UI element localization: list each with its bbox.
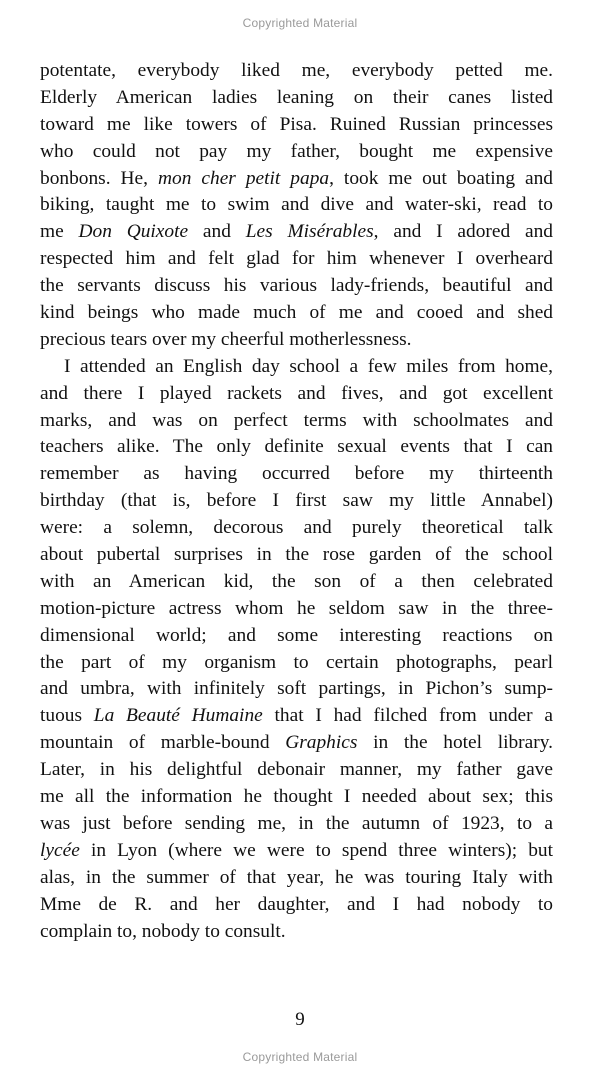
italic-text: mon cher petit papa (158, 167, 330, 189)
text-line (40, 650, 553, 677)
text-segment: teachers alike. The only definite sexual events that I can (40, 436, 553, 458)
text-segment: remember as having occurred before my thirteenth (40, 463, 553, 485)
text-segment: I attended an English day school a few miles from home, (64, 355, 553, 377)
italic-text: lycée (40, 839, 80, 861)
text-line (40, 381, 553, 408)
text-line (40, 703, 553, 730)
text-segment: marks, and was on perfect terms with schoolmates and (40, 409, 553, 431)
text-segment: complain to, nobody to consult. (40, 920, 286, 942)
text-segment: potentate, everybody liked me, everybody petted me. (40, 60, 553, 81)
text-segment: was just before sending me, in the autumn of 1923, to a (40, 812, 553, 834)
text-segment: were: a solemn, decorous and purely theoretical talk (40, 517, 553, 539)
text-segment: motion-picture actress whom he seldom saw in the three- (40, 597, 553, 619)
text-line (40, 327, 553, 354)
text-segment: the part of my organism to certain photographs, pearl (40, 651, 553, 673)
text-line (40, 892, 553, 919)
text-line (40, 515, 553, 542)
text-line (40, 757, 553, 784)
text-segment: and (188, 221, 246, 243)
text-line (40, 461, 553, 488)
text-line (40, 488, 553, 515)
text-segment: and umbra, with infinitely soft partings, in Pichon’s sump- (40, 678, 553, 700)
text-segment: precious tears over my cheerful motherlessness. (40, 328, 412, 350)
text-line (40, 865, 553, 892)
text-line (40, 569, 553, 596)
text-line (40, 730, 553, 757)
text-line (40, 139, 553, 166)
text-segment: bonbons. He, (40, 167, 159, 189)
text-segment: Later, in his delightful debonair manner, my father gave (40, 759, 553, 781)
text-line (40, 596, 553, 623)
italic-text: Graphics (285, 732, 358, 754)
text-segment: tuous (40, 705, 94, 727)
text-line (40, 192, 553, 219)
text-line (40, 919, 553, 946)
text-segment: toward me like towers of Pisa. Ruined Russian princesses (40, 113, 553, 135)
text-segment: and there I played rackets and fives, and got excellent (40, 382, 553, 404)
text-segment: Elderly American ladies leaning on their canes listed (40, 86, 553, 108)
text-segment: in the hotel library. (357, 732, 553, 754)
text-line (40, 784, 553, 811)
text-line (40, 408, 553, 435)
page-number: 9 (295, 1009, 305, 1030)
text-line (40, 85, 553, 112)
text-segment: that I had filched from under a (262, 705, 553, 727)
text-line (40, 219, 553, 246)
text-segment: who could not pay my father, bought me expensive (40, 140, 553, 162)
text-segment: in Lyon (where we were to spend three winters); but (79, 839, 553, 861)
text-line (40, 273, 553, 300)
text-segment: me (40, 221, 79, 243)
copyright-watermark-bottom: Copyrighted Material (242, 1050, 358, 1064)
text-segment: dimensional world; and some interesting reactions on (40, 624, 553, 646)
text-line (40, 676, 553, 703)
text-line (40, 623, 553, 650)
text-segment: respected him and felt glad for him whenever I overheard (40, 248, 553, 270)
italic-text: La Beauté Humaine (93, 705, 263, 727)
text-line (40, 58, 553, 85)
italic-text: Don Quixote (78, 221, 189, 243)
text-segment: with an American kid, the son of a then celebrated (40, 570, 553, 592)
page-body-text (40, 58, 553, 945)
text-segment: about pubertal surprises in the rose garden of the school (40, 544, 553, 566)
text-line (40, 300, 553, 327)
text-line (40, 246, 553, 273)
text-line (40, 354, 553, 381)
text-line (40, 434, 553, 461)
text-line (40, 811, 553, 838)
text-segment: biking, taught me to swim and dive and water-ski, read to (40, 194, 553, 216)
text-segment: birthday (that is, before I first saw my little Annabel) (40, 490, 553, 512)
text-line (40, 542, 553, 569)
text-segment: mountain of marble-bound (40, 732, 286, 754)
copyright-watermark-top: Copyrighted Material (242, 16, 358, 30)
text-segment: , and I adored and (373, 221, 553, 243)
text-line (40, 112, 553, 139)
text-line (40, 838, 553, 865)
text-segment: Mme de R. and her daughter, and I had nobody to (40, 893, 553, 915)
text-segment: alas, in the summer of that year, he was touring Italy with (40, 866, 553, 888)
text-segment: kind beings who made much of me and cooed and shed (40, 302, 553, 324)
text-segment: the servants discuss his various lady-friends, beautiful and (40, 275, 553, 297)
italic-text: Les Misérables (245, 221, 374, 243)
text-segment: , took me out boating and (329, 167, 554, 189)
text-segment: me all the information he thought I needed about sex; this (40, 786, 553, 808)
text-line (40, 166, 553, 193)
